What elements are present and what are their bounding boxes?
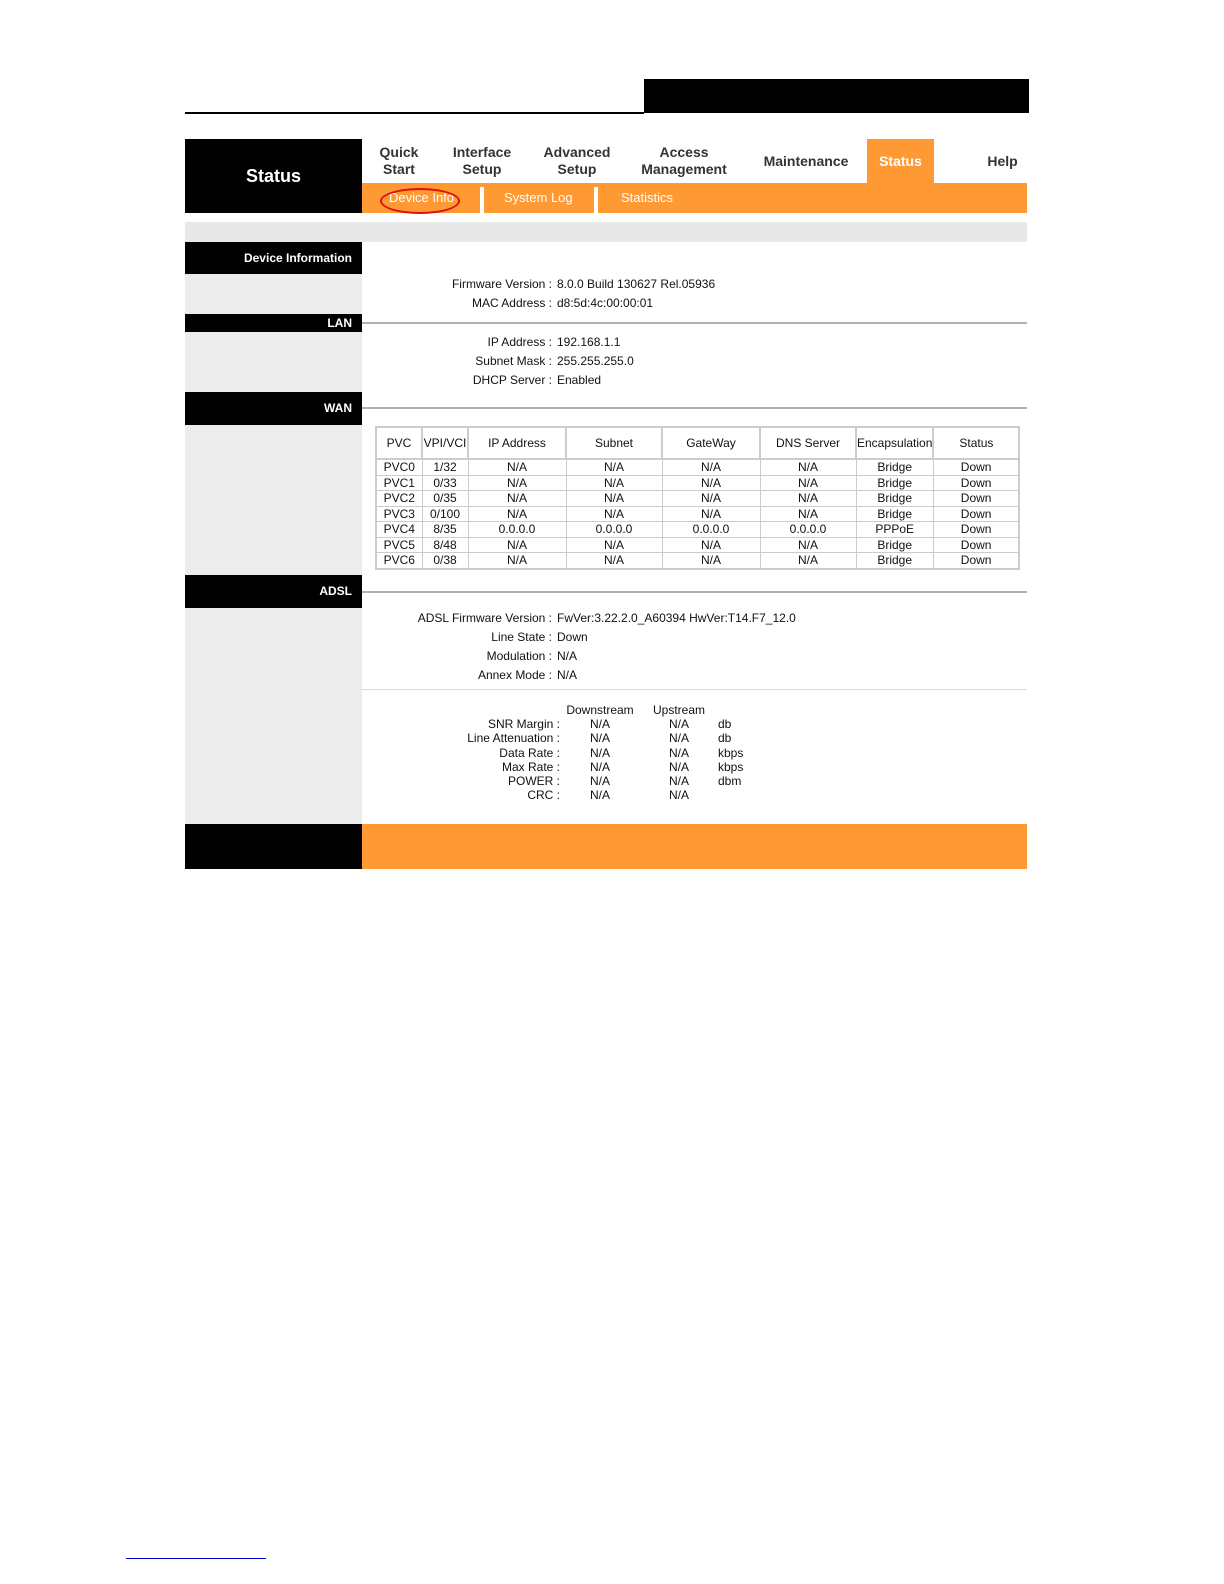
wan-cell: N/A [662,475,760,491]
wan-cell: N/A [566,491,662,507]
stats-downstream: N/A [589,731,610,746]
wan-cell: Down [933,459,1019,475]
wan-cell: Down [933,506,1019,522]
wan-cell: PVC4 [376,522,422,538]
menu-label: Management [641,161,727,177]
stats-upstream: N/A [668,759,689,774]
stats-label: POWER : [507,773,560,788]
stats-downstream: N/A [589,717,610,732]
stats-label: Data Rate : [499,745,560,760]
lan-mask-value: 255.255.255.0 [557,354,634,368]
wan-cell: PVC3 [376,506,422,522]
wan-cell: N/A [760,553,856,569]
stats-unit: kbps [718,745,744,760]
wan-col-header: Status [933,427,1019,459]
menu-advanced-setup[interactable] [533,139,621,183]
wan-cell: Bridge [856,537,933,553]
wan-cell: Bridge [856,475,933,491]
wan-cell: 1/32 [422,459,468,475]
wan-cell: N/A [566,553,662,569]
stats-unit: db [718,717,732,732]
wan-cell: 0.0.0.0 [566,522,662,538]
mac-row [362,294,715,313]
stats-label: CRC : [527,788,560,803]
wan-cell: N/A [662,537,760,553]
wan-cell: 0/100 [422,506,468,522]
submenu-divider [480,187,484,213]
menu-label: Setup [462,161,502,177]
stats-row [440,774,758,788]
firmware-row [362,275,715,294]
adsl-divider [362,689,1027,690]
stats-row [440,717,758,731]
menu-access-management[interactable] [632,139,736,183]
top-rule [185,112,644,114]
adsl-fw-label: ADSL Firmware Version : [417,611,552,625]
wan-cell: Down [933,491,1019,507]
stats-upstream: N/A [668,773,689,788]
wan-cell: Down [933,522,1019,538]
wan-table-row [376,491,1019,507]
lan-dhcp-label: DHCP Server : [472,373,552,387]
wan-cell: PPPoE [856,522,933,538]
wan-cell: N/A [662,459,760,475]
wan-table-row [376,506,1019,522]
stats-upstream: N/A [668,731,689,746]
wan-cell: N/A [468,475,566,491]
stats-unit: db [718,731,732,746]
adsl-annex-value: N/A [557,668,578,682]
wan-header-row [376,427,1019,459]
wan-cell: N/A [566,475,662,491]
stats-upstream: N/A [668,788,689,803]
menu-label: Start [383,161,415,177]
lan-dhcp-row [362,371,634,390]
content-top-strip [185,222,1027,242]
stats-row [440,731,758,745]
stats-row [440,746,758,760]
menu-help[interactable] [975,139,1030,183]
submenu-system-log[interactable]: System Log [504,190,573,205]
stats-downstream-header: Downstream [566,703,634,717]
wan-table-row [376,553,1019,569]
footer-bar [362,824,1027,869]
adsl-line-value: Down [557,630,588,644]
wan-cell: N/A [760,506,856,522]
lan-mask-row [362,352,634,371]
wan-col-header: PVC [376,427,422,459]
firmware-label: Firmware Version : [451,277,552,291]
wan-cell: Bridge [856,506,933,522]
wan-cell: N/A [566,506,662,522]
lan-ip-row [362,333,634,352]
section-wan: WAN [185,392,362,425]
highlight-ring [380,188,460,214]
menu-label: Maintenance [763,152,849,169]
stats-unit: dbm [718,773,742,788]
wan-table-row [376,459,1019,475]
adsl-stats-header [440,703,758,717]
menu-label: Quick [379,144,419,160]
wan-cell: N/A [760,475,856,491]
firmware-value: 8.0.0 Build 130627 Rel.05936 [557,277,716,291]
stats-unit [718,788,758,802]
section-divider [362,407,1027,409]
adsl-mod-row [362,647,796,666]
adsl-line-row [362,628,796,647]
wan-cell: N/A [760,491,856,507]
stats-label: Line Attenuation : [467,731,560,746]
menu-label: Interface [452,144,512,160]
submenu-divider [594,187,598,213]
submenu-device-info[interactable]: Device Info [389,190,455,205]
wan-cell: 0/33 [422,475,468,491]
wan-cell: Down [933,537,1019,553]
menu-label: Access [659,144,709,160]
stats-spacer [440,703,560,717]
menu-label: Setup [557,161,597,177]
adsl-line-label: Line State : [491,630,552,644]
stats-downstream: N/A [589,773,610,788]
wan-cell: N/A [760,537,856,553]
wan-cell: Down [933,475,1019,491]
adsl-stats [440,703,758,802]
wan-cell: PVC5 [376,537,422,553]
stats-downstream: N/A [589,759,610,774]
wan-cell: PVC0 [376,459,422,475]
lan-ip-value: 192.168.1.1 [557,335,621,349]
lan-ip-label: IP Address : [487,335,552,349]
adsl-annex-label: Annex Mode : [477,668,552,682]
lan-block [362,333,634,390]
wan-table-row [376,537,1019,553]
wan-cell: 0.0.0.0 [760,522,856,538]
section-device-information: Device Information [185,242,362,274]
wan-cell: PVC1 [376,475,422,491]
stats-unit: kbps [718,759,744,774]
wan-cell: PVC6 [376,553,422,569]
menu-label: Status [879,152,922,169]
lan-mask-label: Subnet Mask : [475,354,552,368]
wan-cell: 8/35 [422,522,468,538]
wan-col-header: Subnet [566,427,662,459]
wan-cell: N/A [468,553,566,569]
wan-cell: N/A [468,491,566,507]
adsl-mod-label: Modulation : [486,649,552,663]
menu-label: Advanced [543,144,611,160]
footer-left [185,824,362,869]
wan-cell: Down [933,553,1019,569]
stats-downstream: N/A [589,745,610,760]
submenu-bar [362,183,1027,213]
mac-value: d8:5d:4c:00:00:01 [557,296,654,310]
stats-row [440,788,758,802]
wan-cell: 0.0.0.0 [468,522,566,538]
wan-cell: 0/35 [422,491,468,507]
wan-cell: Bridge [856,491,933,507]
stats-upstream-header: Upstream [652,703,705,717]
page-footnote-rule [126,1558,266,1559]
section-divider [362,591,1027,593]
section-lan: LAN [185,314,362,332]
adsl-fw-row [362,609,796,628]
wan-table-row [376,522,1019,538]
wan-cell: PVC2 [376,491,422,507]
stats-downstream: N/A [589,788,610,803]
stats-label: Max Rate : [501,759,560,774]
stats-upstream: N/A [668,717,689,732]
wan-cell: N/A [662,553,760,569]
wan-col-header: DNS Server [760,427,856,459]
wan-cell: N/A [760,459,856,475]
wan-cell: 0/38 [422,553,468,569]
wan-cell: N/A [468,459,566,475]
section-adsl: ADSL [185,575,362,608]
wan-cell: 8/48 [422,537,468,553]
menu-status[interactable] [867,139,934,183]
menu-quick-start[interactable] [367,139,431,183]
page-title-text: Status [245,165,301,186]
wan-cell: N/A [662,491,760,507]
device-info-block [362,275,715,313]
wan-cell: Bridge [856,553,933,569]
lan-dhcp-value: Enabled [557,373,602,387]
menu-maintenance[interactable] [752,139,860,183]
adsl-fw-value: FwVer:3.22.2.0_A60394 HwVer:T14.F7_12.0 [557,611,796,625]
wan-col-header: VPI/VCI [422,427,468,459]
wan-cell: Bridge [856,459,933,475]
wan-cell: 0.0.0.0 [662,522,760,538]
page-title [185,139,362,213]
wan-cell: N/A [662,506,760,522]
stats-row [440,760,758,774]
wan-col-header: GateWay [662,427,760,459]
menu-label: Help [987,152,1018,169]
wan-table [375,426,1020,570]
wan-cell: N/A [468,537,566,553]
section-divider [362,322,1027,324]
wan-cell: N/A [468,506,566,522]
wan-col-header: IP Address [468,427,566,459]
wan-cell: N/A [566,459,662,475]
stats-label: SNR Margin : [487,717,560,732]
wan-cell: N/A [566,537,662,553]
adsl-block [362,609,796,685]
wan-col-header: Encapsulation [856,427,933,459]
adsl-mod-value: N/A [557,649,578,663]
submenu-statistics[interactable]: Statistics [621,190,674,205]
top-banner [644,79,1029,113]
menu-interface-setup[interactable] [442,139,522,183]
wan-table-row [376,475,1019,491]
stats-upstream: N/A [668,745,689,760]
adsl-annex-row [362,666,796,685]
mac-label: MAC Address : [471,296,552,310]
